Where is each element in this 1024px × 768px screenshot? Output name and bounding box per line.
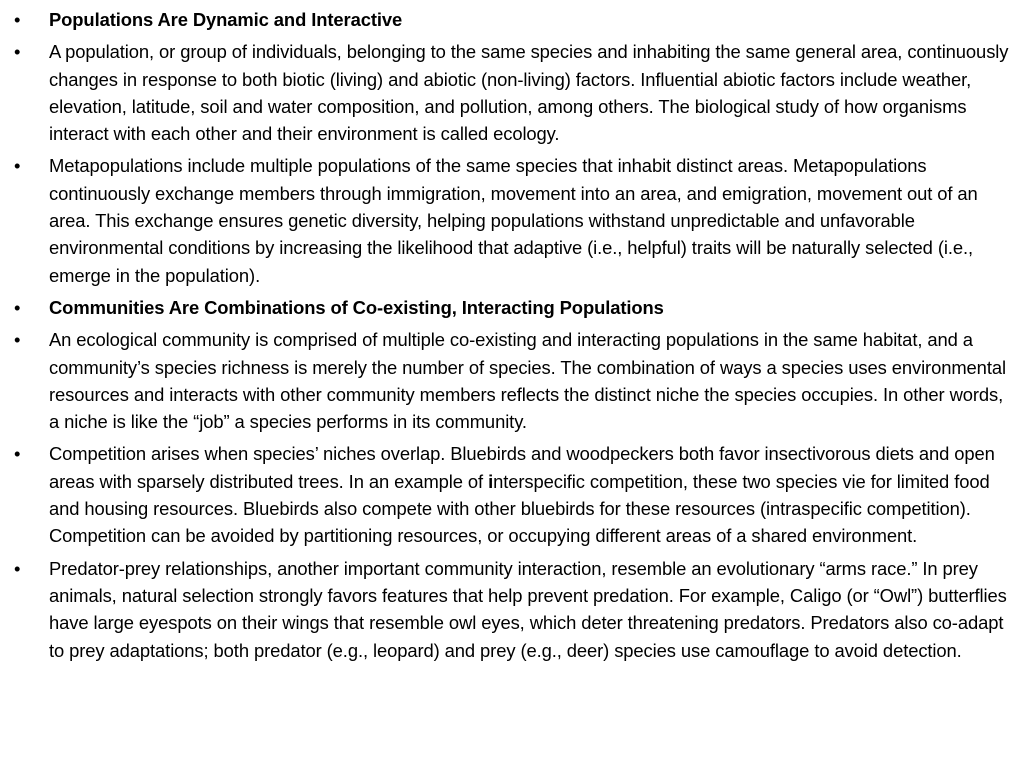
paragraph-ecological-community: An ecological community is comprised of multiple co-existing and interacting populations in the same habitat, and a community’s species richness is merely the number of species. The combination of ways a species uses environmental resources and interacts with other community members reflects the distinct niche the species occupies. In other words, a niche is like the “job” a species performs in its community.: [49, 329, 1006, 433]
bullet-metapopulations: [14, 152, 1010, 288]
bullet-list: [14, 6, 1010, 664]
bullet-marker: •: [14, 296, 21, 318]
heading-communities: Communities Are Combinations of Co-existing, Interacting Populations: [49, 296, 664, 318]
competition-text-after: nterspecific competition, these two species vie for limited food and housing resources. Bluebirds also compete with other bluebirds for these resources (intraspecific competition). Competition can be avoided by partitioning resources, or occupying different areas of a shared environment.: [49, 470, 990, 547]
bullet-marker: •: [14, 443, 21, 465]
bullet-ecological-community: [14, 326, 1010, 435]
bullet-marker: •: [14, 41, 21, 63]
paragraph-metapopulations: Metapopulations include multiple populations of the same species that inhabit distinct areas. Metapopulations continuously exchange members through immigration, movement into an area, and emigration, movement out of an area. This exchange ensures genetic diversity, helping populations withstand unpredictable and unfavorable environmental conditions by increasing the likelihood that adaptive (i.e., helpful) traits will be naturally selected (i.e., emerge in the population).: [49, 155, 978, 286]
heading-populations: Populations Are Dynamic and Interactive: [49, 9, 403, 30]
bullet-marker: •: [14, 557, 21, 579]
bullet-marker: •: [14, 155, 21, 177]
bullet-predator-prey: [14, 555, 1010, 664]
paragraph-competition: [49, 443, 995, 546]
bullet-heading-populations: [14, 6, 1010, 33]
bullet-heading-communities: [14, 294, 1010, 321]
paragraph-population-definition: A population, or group of individuals, belonging to the same species and inhabiting the same general area, continuously changes in response to both biotic (living) and abiotic (non-living) factors. Influential abiotic factors include weather, elevation, latitude, soil and water composition, and pollution, among others. The biological study of how organisms interact with each other and their environment is called ecology.: [49, 41, 1009, 145]
competition-text-before: Competition arises when species’ niches overlap. Bluebirds and woodpeckers both favor insectivorous diets and open areas with sparsely distributed trees. In an example of: [49, 443, 995, 492]
bullet-marker: •: [14, 329, 21, 351]
competition-bold-letter: i: [488, 470, 494, 492]
bullet-marker: •: [14, 9, 21, 30]
bullet-competition: [14, 440, 1010, 549]
bullet-population-definition: [14, 38, 1010, 147]
paragraph-predator-prey: Predator-prey relationships, another important community interaction, resemble an evolutionary “arms race.” In prey animals, natural selection strongly favors features that help prevent predation. For example, Caligo (or “Owl”) butterflies have large eyespots on their wings that resemble owl eyes, which deter threatening predators. Predators also co-adapt to prey adaptations; both predator (e.g., leopard) and prey (e.g., deer) species use camouflage to avoid detection.: [49, 557, 1007, 661]
